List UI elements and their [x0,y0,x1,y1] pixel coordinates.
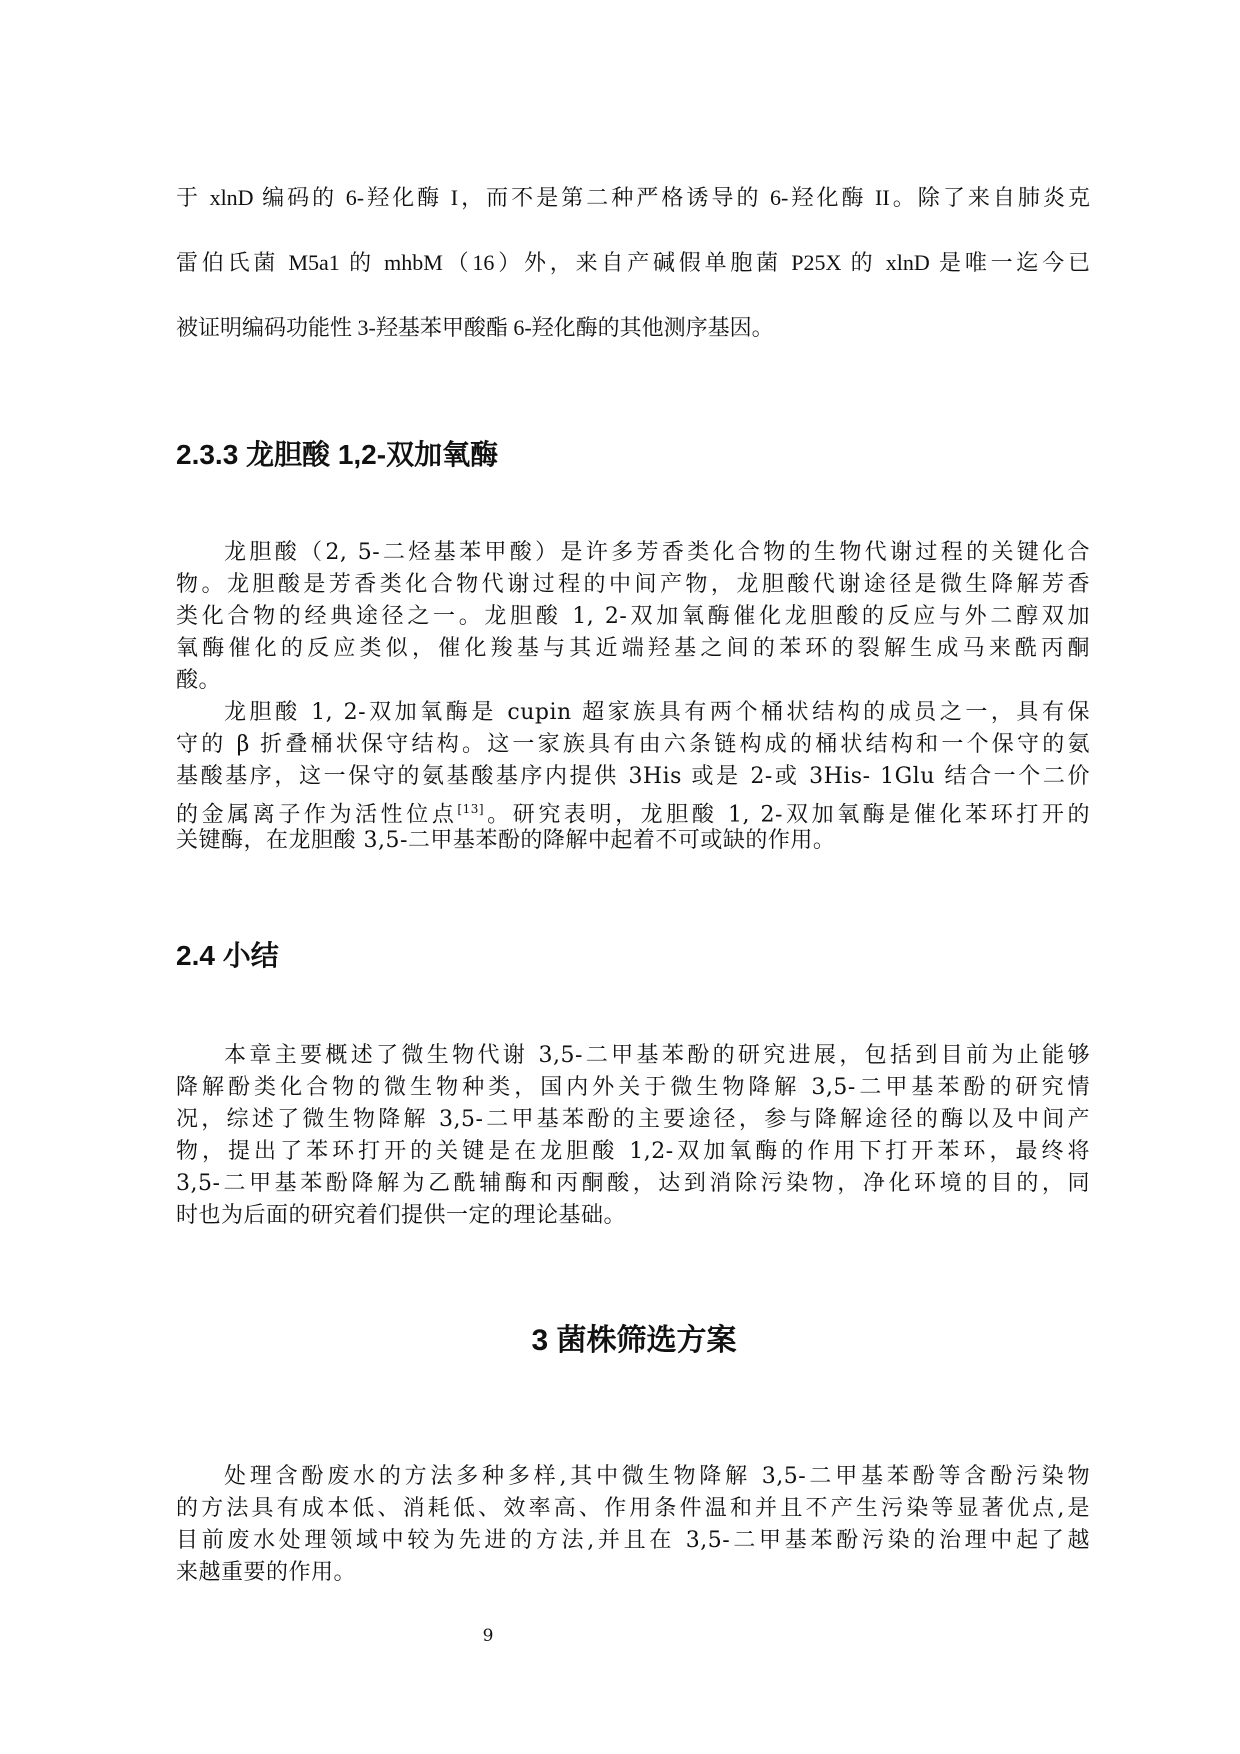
text-line: 的方法具有成本低、消耗低、效率高、作用条件温和并且不产生污染等显著优点,是 [176,1496,1090,1521]
text-line: 3,5-二甲基苯酚降解为乙酰辅酶和丙酮酸，达到消除污染物，净化环境的目的，同 [176,1171,1090,1196]
paragraph-gentisate-2 [176,697,1090,857]
text-line: 守的 β 折叠桶状保守结构。这一家族具有由六条链构成的桶状结构和一个保守的氨 [176,732,1090,757]
top-paragraph [176,165,1090,360]
citation: [13] [457,802,485,816]
section-heading-2-4: 2.4 小结 [176,940,279,971]
paragraph-summary [176,1040,1090,1232]
section-heading-2-3-3: 2.3.3 龙胆酸 1,2-双加氧酶 [176,439,499,470]
text-line: 处理含酚废水的方法多种多样,其中微生物降解 3,5-二甲基苯酚等含酚污染物 [224,1464,1090,1489]
paragraph-chapter-3 [176,1461,1090,1589]
text-line: 龙胆酸 1, 2-双加氧酶是 cupin 超家族具有两个桶状结构的成员之一，具有保 [224,700,1090,725]
text-line: 氧酶催化的反应类似，催化羧基与其近端羟基之间的苯环的裂解生成马来酰丙酮 [176,636,1090,661]
text-line: 关键酶，在龙胆酸 3,5-二甲基苯酚的降解中起着不可或缺的作用。 [176,828,836,853]
text-line: 酸。 [176,668,222,693]
text-line: 雷伯氏菌 M5a1 的 mhbM（16）外，来自产碱假单胞菌 P25X 的 xlnD 是唯一迄今已 [176,250,1090,275]
text-line: 龙胆酸（2, 5-二烃基苯甲酸）是许多芳香类化合物的生物代谢过程的关键化合 [224,540,1090,565]
text-line: 于 xlnD 编码的 6-羟化酶 I，而不是第二种严格诱导的 6-羟化酶 II。除了来自肺炎克 [176,185,1090,210]
text-segment: 。研究表明，龙胆酸 1, 2-双加氧酶是催化苯环打开的 [484,802,1090,828]
text-line: 目前废水处理领域中较为先进的方法,并且在 3,5-二甲基苯酚污染的治理中起了越 [176,1528,1090,1553]
text-line: 时也为后面的研究着们提供一定的理论基础。 [176,1203,627,1228]
text-line: 降解酚类化合物的微生物种类，国内外关于微生物降解 3,5-二甲基苯酚的研究情 [176,1075,1090,1100]
text-segment: 的金属离子作为活性位点 [176,802,458,828]
paragraph-gentisate-1 [176,537,1090,697]
text-line: 来越重要的作用。 [176,1560,357,1585]
text-line: 物。龙胆酸是芳香类化合物代谢过程的中间产物，龙胆酸代谢途径是微生降解芳香 [176,572,1090,597]
text-line: 况，综述了微生物降解 3,5-二甲基苯酚的主要途径，参与降解途径的酶以及中间产 [176,1107,1090,1132]
text-line: 本章主要概述了微生物代谢 3,5-二甲基苯酚的研究进展，包括到目前为止能够 [224,1043,1090,1068]
text-line [176,793,1090,828]
text-line: 基酸基序，这一保守的氨基酸基序内提供 3His 或是 2-或 3His- 1Glu 结合一个二价 [176,764,1090,789]
chapter-heading-3: 3 菌株筛选方案 [531,1324,737,1357]
text-line: 被证明编码功能性 3-羟基苯甲酸酯 6-羟化酶的其他测序基因。 [176,315,774,340]
text-line: 物，提出了苯环打开的关键是在龙胆酸 1,2-双加氧酶的作用下打开苯环，最终将 [176,1139,1090,1164]
page-number: 9 [482,1626,494,1646]
text-line: 类化合物的经典途径之一。龙胆酸 1, 2-双加氧酶催化龙胆酸的反应与外二醇双加 [176,604,1090,629]
